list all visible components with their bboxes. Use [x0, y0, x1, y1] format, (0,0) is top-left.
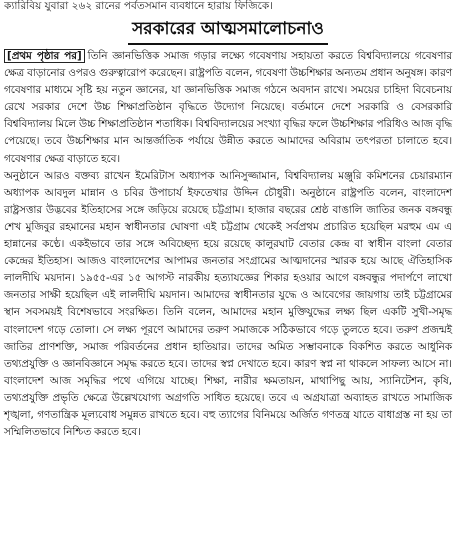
continued-from-tag: [প্রথম পৃষ্ঠার পর]	[4, 49, 85, 63]
headline-container	[4, 16, 452, 45]
previous-article-snippet: ক্যারিবিয় যুবারা ২৬২ রানের পর্বতসমান ব্যবধানে হারায় ফিজিকে।	[4, 0, 273, 12]
headline: সরকারের আত্মসমালোচনাও	[128, 16, 328, 45]
article-body	[4, 48, 452, 441]
paragraph-text: তিনি জ্ঞানভিত্তিক সমাজ গড়ার লক্ষ্যে গবেষণায় সহায়তা করতে বিশ্ববিদ্যালয়ে গবেষণার ক্ষেত্র বাড়ানোর ওপরও গুরুত্বারোপ করেছেন। রাষ্ট্রপতি বলেন, গবেষণা উচ্চশিক্ষার অন্যতম প্রধান অনুষঙ্গ। কারণ গবেষণার মাধ্যমে সৃষ্টি হয় নতুন জ্ঞানের, যা জ্ঞানভিত্তিক সমাজ গঠনে অবদান রাখে। সময়ের চাহিদা বিবেচনায় রেখে সরকার দেশে উচ্চ শিক্ষাপ্রতিষ্ঠান বৃদ্ধিতে উদ্যোগ নিয়েছে। বর্তমানে দেশে সরকারি ও বেসরকারি বিশ্ববিদ্যালয় মিলে উচ্চ শিক্ষাপ্রতিষ্ঠান শতাধিক। বিশ্ববিদ্যালয়ের সংখ্যা বৃদ্ধির ফলে উচ্চশিক্ষার পরিধিও আজ বৃদ্ধি পেয়েছে। তবে উচ্চশিক্ষার মান আন্তর্জাতিক পর্যায়ে উন্নীত করতে আমাদের অবিরাম তৎপরতা চালাতে হবে। গবেষণার ক্ষেত্র বাড়াতে হবে।	[4, 50, 453, 165]
article-paragraph: অনুষ্ঠানে আরও বক্তব্য রাখেন ইমেরিটাস অধ্যাপক আনিসুজ্জামান, বিশ্ববিদ্যালয় মঞ্জুরি কমিশনের চেয়ারম্যান অধ্যাপক আবদুল মান্নান ও চবির উপাচার্য ইফতেখার উদ্দিন চৌধুরী। অনুষ্ঠানে রাষ্ট্রপতি বলেন, বাংলাদেশ রাষ্ট্রসত্তার উদ্ভবের ইতিহাসের সঙ্গে জড়িয়ে রয়েছে চট্টগ্রাম। হাজার বছরের শ্রেষ্ঠ বাঙালি জাতির জনক বঙ্গবন্ধু শেখ মুজিবুর রহমানের মহান স্বাধীনতার ঘোষণা এই চট্টগ্রাম থেকেই সর্বপ্রথম প্রচারিত হয়েছিল মরহুম এম এ হান্নানের কণ্ঠে। একইভাবে তার সঙ্গে অবিচ্ছেদ্য হয়ে রয়েছে কালুরঘাট বেতার কেন্দ্র বা স্বাধীন বাংলা বেতার কেন্দ্রের ইতিহাস। আজও বাংলাদেশের আপামর জনতার সংগ্রামের আত্মদানের স্মারক হয়ে আছে ঐতিহাসিক লালদীঘি ময়দান। ১৯৫৫-এর ১৫ আগস্ট নারকীয় হত্যাযজ্ঞের শিকার হওয়ার আগে বঙ্গবন্ধুর পদার্পণে লাখো জনতার সাক্ষী হয়েছিল এই লালদীঘি ময়দান। আমাদের স্বাধীনতার যুদ্ধে ও আবেগের জায়গায় তাই চট্টগ্রামের স্থান সবসময়ই বিশেষভাবে সংরক্ষিত। তিনি বলেন, আমাদের মহান মুক্তিযুদ্ধের লক্ষ্য ছিল একটি সুখী-সমৃদ্ধ বাংলাদেশ গড়ে তোলা। সে লক্ষ্য পূরণে আমাদের তরুণ সমাজকে সঠিকভাবে গড়ে তুলতে হবে। তরুণ প্রজন্মই জাতির প্রাণশক্তি, সমাজ পরিবর্তনের প্রধান হাতিয়ার। তাদের অমিত সম্ভাবনাকে বিকশিত করতে আধুনিক তথ্যপ্রযুক্তি ও জ্ঞানবিজ্ঞানে সমৃদ্ধ করতে হবে। তাদের স্বপ্ন দেখাতে হবে। কারণ স্বপ্ন না থাকলে সাফল্য আসে না। বাংলাদেশ আজ সমৃদ্ধির পথে এগিয়ে যাচ্ছে। শিক্ষা, নারীর ক্ষমতায়ন, মাথাপিছু আয়, স্যানিটেশন, কৃষি, তথ্যপ্রযুক্তি প্রভৃতি ক্ষেত্রে উল্লেখযোগ্য অগ্রগতি সাধিত হয়েছে। তবে এ অগ্রযাত্রা অব্যাহত রাখতে সামাজিক শৃঙ্খলা, গণতান্ত্রিক মূল্যবোধ সমুন্নত রাখতে হবে। বহু ত্যাগের বিনিময়ে অর্জিত গণতন্ত্র যাতে বাধাগ্রস্ত না হয় তা সম্মিলিতভাবে নিশ্চিত করতে হবে।	[4, 169, 452, 439]
article-paragraph	[4, 48, 452, 168]
